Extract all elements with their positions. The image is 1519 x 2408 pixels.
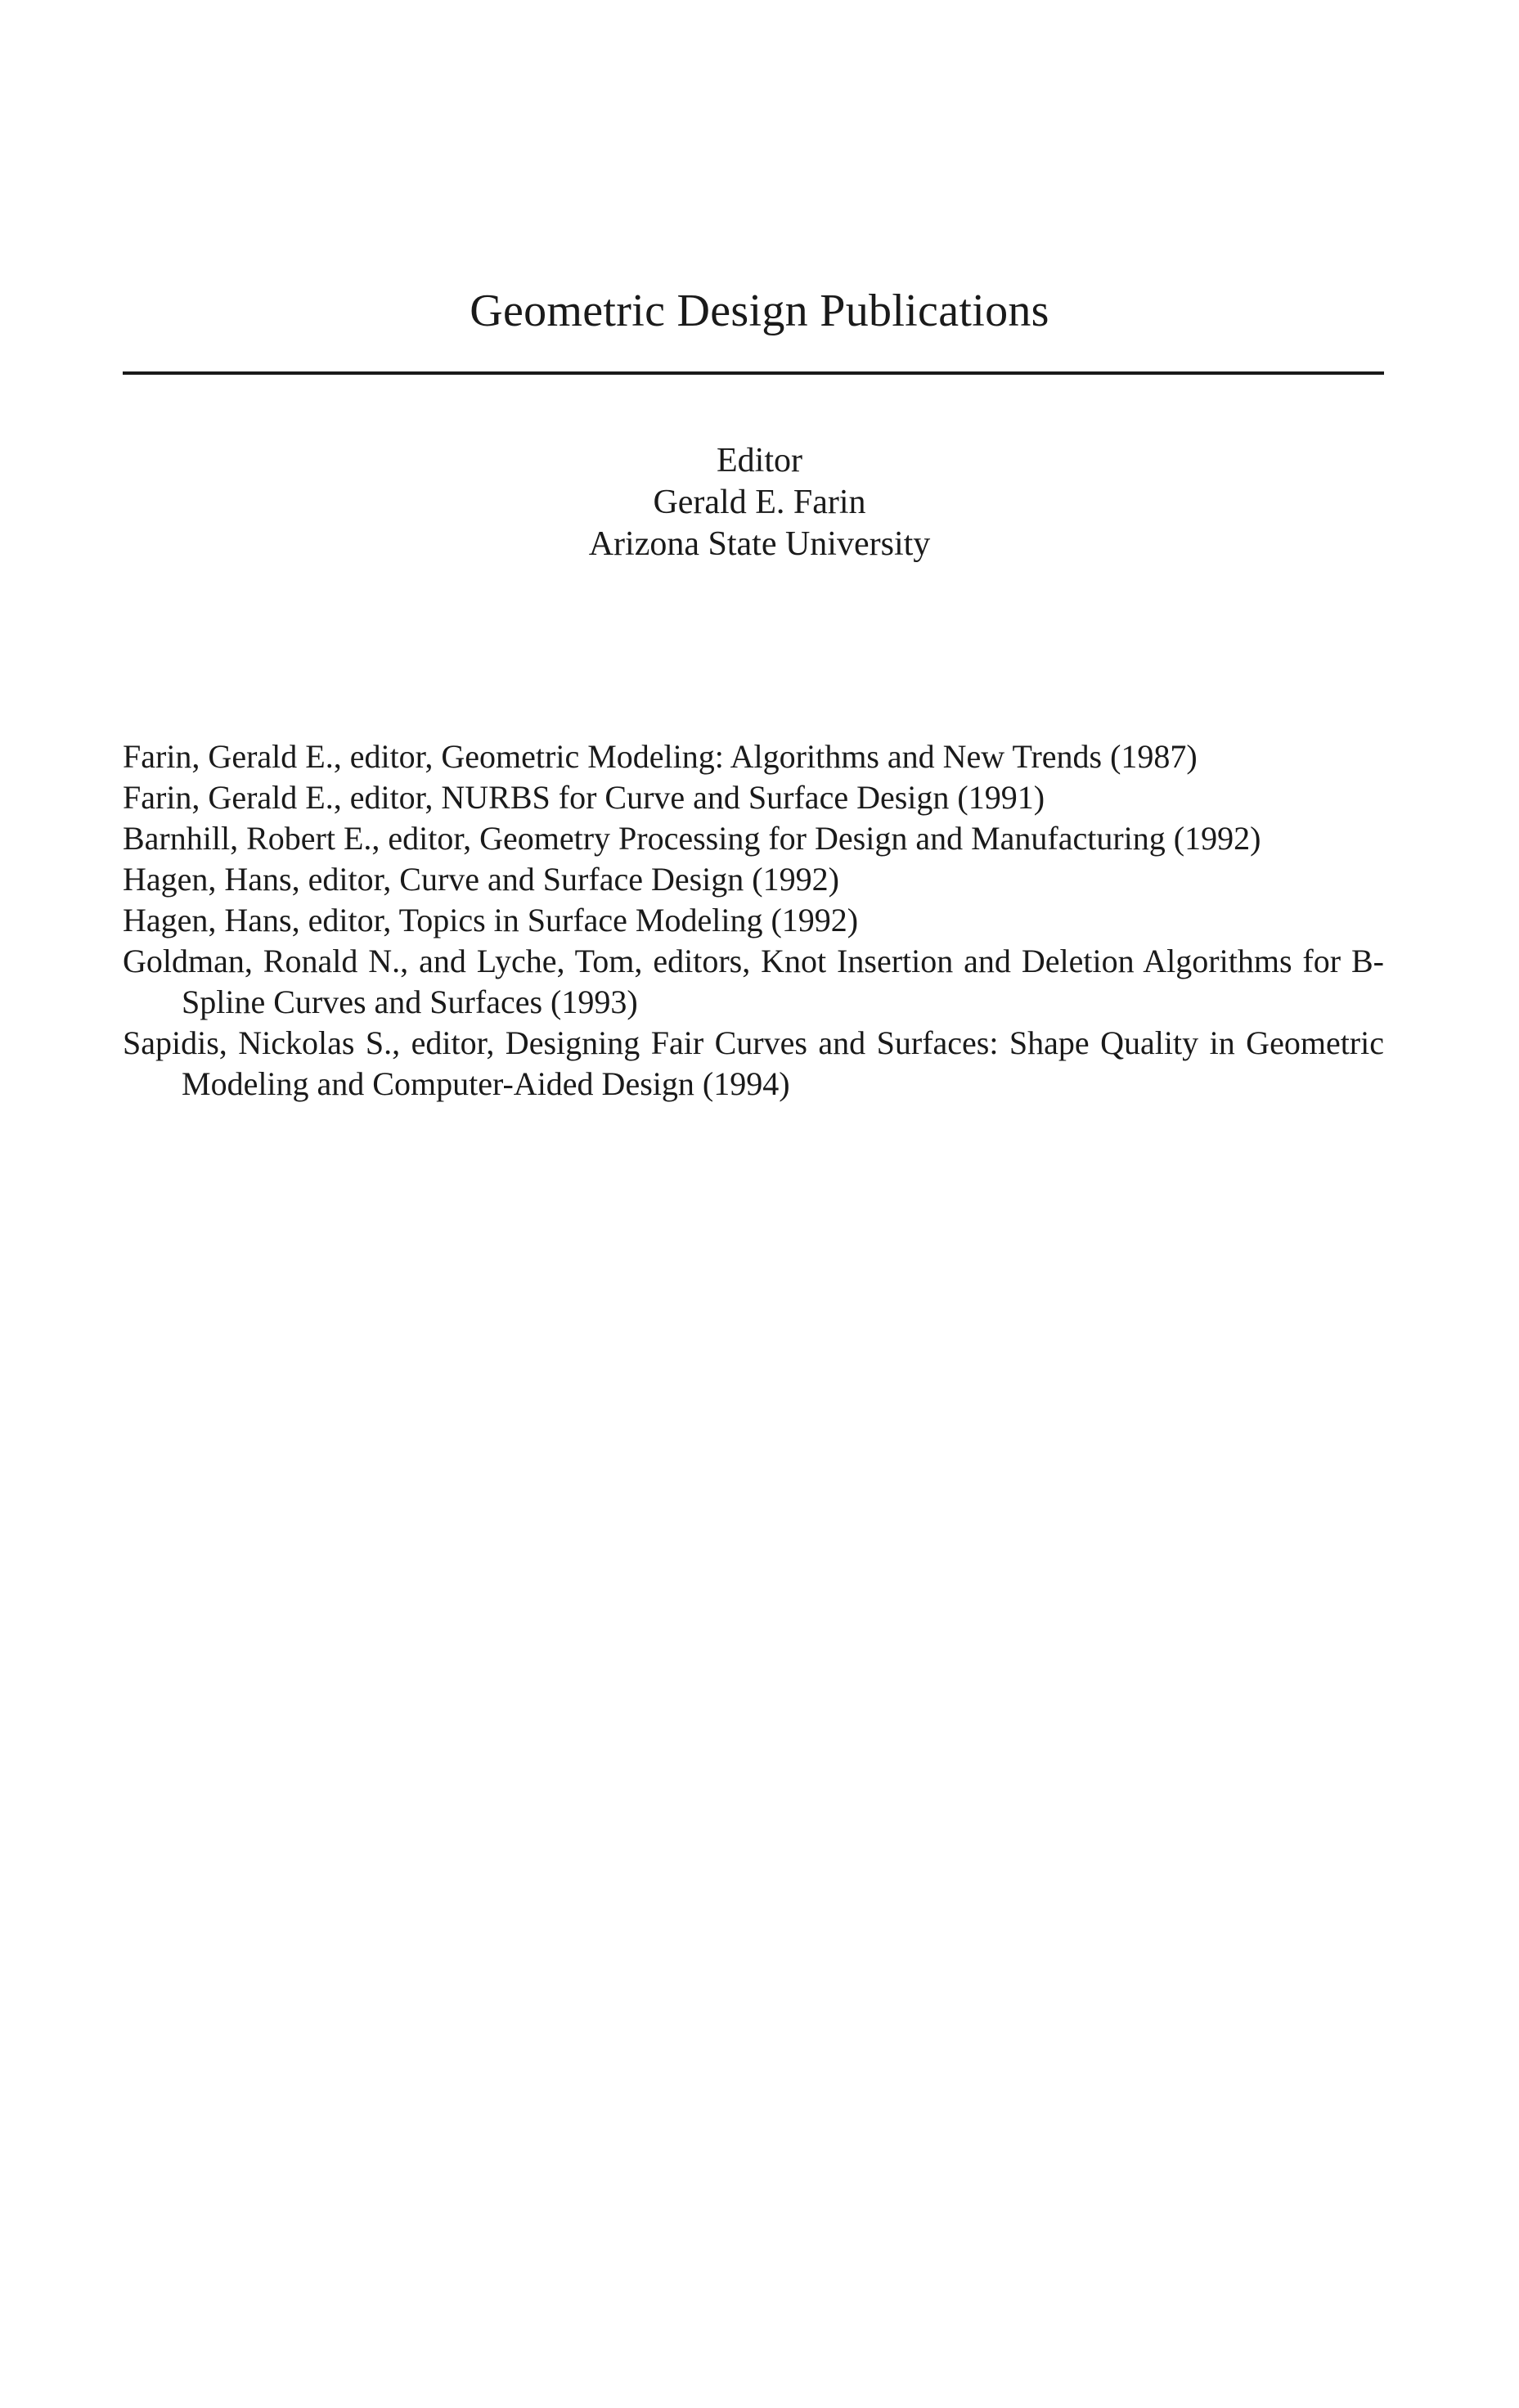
publication-list [123,736,1384,1105]
publication-item: Hagen, Hans, editor, Curve and Surface Design (1992) [123,861,839,898]
editor-block [0,440,1519,565]
publication-item: Sapidis, Nickolas S., editor, Designing Fair Curves and Surfaces: Shape Quality in Geometric Modeling and Computer-Aided Design (1994) [123,1024,1384,1102]
editor-label: Editor [717,442,802,479]
series-title: Geometric Design Publications [470,286,1049,336]
title-rule [123,371,1384,375]
publication-item: Barnhill, Robert E., editor, Geometry Processing for Design and Manufacturing (1992) [123,820,1261,857]
editor-name: Gerald E. Farin [653,484,866,521]
publication-item: Farin, Gerald E., editor, NURBS for Curve and Surface Design (1991) [123,779,1045,816]
publication-item: Farin, Gerald E., editor, Geometric Modeling: Algorithms and New Trends (1987) [123,738,1198,775]
publication-item: Hagen, Hans, editor, Topics in Surface Modeling (1992) [123,902,859,938]
publication-item: Goldman, Ronald N., and Lyche, Tom, editors, Knot Insertion and Deletion Algorithms for B-Spline Curves and Surfaces (1993) [123,943,1384,1020]
editor-affiliation: Arizona State University [588,525,931,563]
